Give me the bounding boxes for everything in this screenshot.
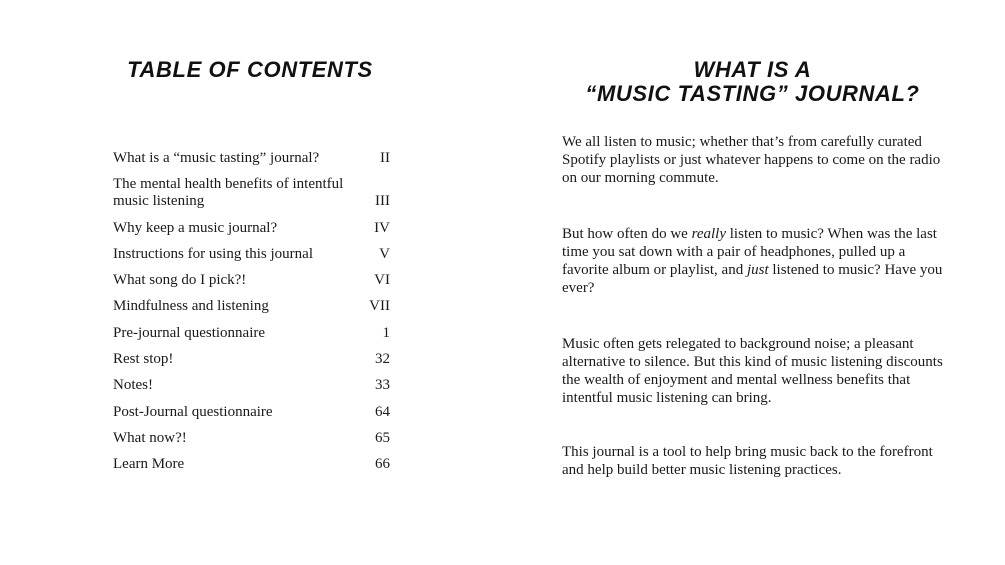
toc-entry-label: Instructions for using this journal [113, 245, 313, 262]
intro-title-line-2: “MUSIC TASTING” JOURNAL? [585, 81, 920, 106]
toc-entry[interactable] [113, 325, 390, 342]
toc-entry-label: What now?! [113, 429, 187, 446]
toc-entry-label: Notes! [113, 377, 153, 394]
intro-paragraph-2 [562, 225, 954, 297]
toc-entry-page: V [379, 245, 390, 262]
toc-entry[interactable] [113, 176, 390, 210]
toc-entry[interactable] [113, 430, 390, 447]
toc-entry-label: Rest stop! [113, 351, 174, 368]
toc-entry-label: Mindfulness and listening [113, 298, 269, 315]
intro-title [500, 58, 1005, 106]
toc-entry-page: 1 [382, 324, 390, 341]
toc-entry[interactable] [113, 298, 390, 315]
toc-entry-label: What song do I pick?! [113, 272, 247, 289]
toc-list [113, 150, 390, 483]
toc-entry-label: Learn More [113, 456, 185, 473]
toc-entry[interactable] [113, 404, 390, 421]
toc-entry-page: VI [374, 272, 390, 289]
toc-entry[interactable] [113, 377, 390, 394]
intro-body [562, 133, 954, 479]
table-of-contents-page [0, 0, 500, 565]
toc-entry-page: VII [369, 298, 390, 315]
intro-page [500, 0, 1005, 565]
intro-title-line-1: WHAT IS A [693, 57, 812, 82]
toc-entry-label: Why keep a music journal? [113, 219, 278, 236]
toc-entry-page: III [375, 193, 390, 210]
toc-entry-page: 65 [375, 429, 390, 446]
toc-entry[interactable] [113, 246, 390, 263]
toc-entry[interactable] [113, 150, 390, 167]
toc-entry-label: Pre-journal questionnaire [113, 324, 266, 341]
toc-entry-page: 64 [375, 403, 390, 420]
toc-entry-label: The mental health benefits of intentful music listening [113, 176, 344, 210]
intro-paragraph-4: This journal is a tool to help bring music back to the forefront and help build better music listening practices. [562, 444, 933, 478]
toc-entry-page: 32 [375, 351, 390, 368]
toc-entry[interactable] [113, 220, 390, 237]
toc-entry[interactable] [113, 351, 390, 368]
toc-entry[interactable] [113, 456, 390, 473]
toc-entry-page: IV [374, 219, 390, 236]
toc-title: TABLE OF CONTENTS [127, 57, 373, 82]
intro-paragraph-2-text-a: But how often do we [562, 226, 692, 242]
toc-entry-page: II [380, 150, 390, 166]
toc-entry-page: 66 [375, 456, 390, 473]
emphasis-just: just [746, 262, 769, 278]
intro-paragraph-2-text-b: listen to music? When was the last time you sat down with a pair of headphones, pulled up a favorite album or playlist, and [562, 226, 937, 278]
toc-entry-label: What is a “music tasting” journal? [113, 150, 320, 166]
emphasis-really: really [691, 226, 727, 242]
toc-entry[interactable] [113, 272, 390, 289]
toc-entry-label: Post-Journal questionnaire [113, 403, 273, 420]
intro-paragraph-1: We all listen to music; whether that’s from carefully curated Spotify playlists or just whatever happens to come on the radio on our morning commute. [562, 134, 941, 186]
toc-entry-page: 33 [375, 377, 390, 394]
intro-paragraph-3: Music often gets relegated to background noise; a pleasant alternative to silence. But this kind of music listening discounts the wealth of enjoyment and mental wellness benefits that intentful music listening can bring. [562, 336, 943, 406]
intro-paragraph-2-text-c: listened to music? Have you ever? [562, 262, 943, 296]
